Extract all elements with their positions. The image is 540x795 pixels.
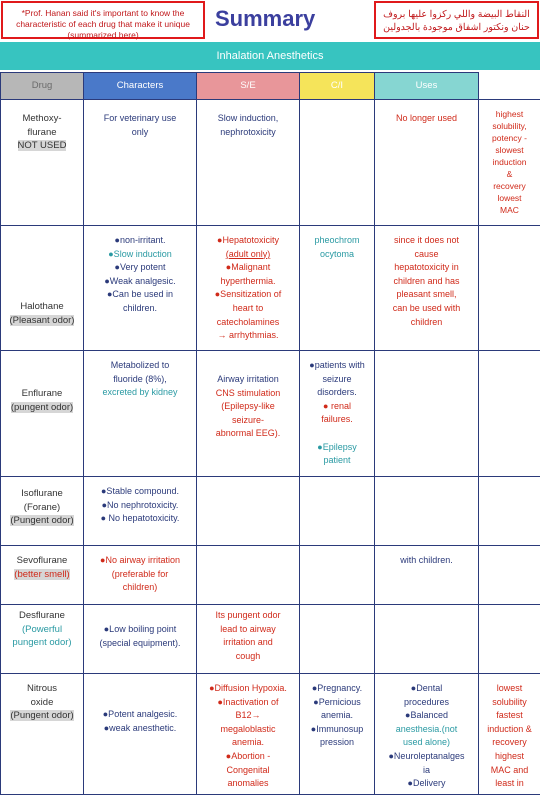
se-line: heart to (201, 302, 295, 316)
uses-line: children (379, 316, 474, 330)
table-row (1, 605, 540, 674)
drug-name: Desflurane (5, 609, 79, 623)
ci-line: pheochrom (304, 234, 370, 248)
se-line: abnormal EEG). (201, 427, 295, 441)
se-cell (197, 674, 300, 795)
ci-line: ●Pregnancy. (304, 682, 370, 696)
drug-note: (Pungent odor) (5, 709, 79, 723)
uses-line: ●Delivery (379, 777, 474, 791)
uses-line: ia (379, 764, 474, 778)
characters-line: ●Weak analgesic. (88, 275, 192, 289)
se-line: anemia. (201, 736, 295, 750)
drug-name: oxide (5, 696, 79, 710)
characters-line: Metabolized to (88, 359, 192, 373)
characters-line: children) (88, 581, 192, 595)
uses-line: used alone) (379, 736, 474, 750)
extra-cell (479, 674, 540, 795)
table-row (1, 546, 540, 605)
uses-line: can be used with (379, 302, 474, 316)
uses-line: children and has (379, 275, 474, 289)
characters-line: ●No nephrotoxicity. (88, 499, 192, 513)
characters-line: ●weak anesthetic. (88, 722, 192, 736)
se-line: ●Inactivation of (201, 696, 295, 710)
extra-line: solubility (483, 696, 536, 710)
se-line: anomalies (201, 777, 295, 791)
se-line: ●Hepatotoxicity (201, 234, 295, 248)
characters-line: children. (88, 302, 192, 316)
drug-name: Methoxy- (5, 112, 79, 126)
extra-cell (479, 546, 540, 605)
ci-line: ocytoma (304, 248, 370, 262)
characters-cell (84, 674, 197, 795)
characters-line: ●Slow induction (88, 248, 192, 262)
uses-cell (375, 351, 479, 477)
drug-name: Isoflurane (5, 487, 79, 501)
se-line: catecholamines (201, 316, 295, 330)
col-header-extra (479, 73, 540, 100)
drug-note: (better smell) (5, 568, 79, 582)
ci-line: anemia. (304, 709, 370, 723)
uses-line: since it does not (379, 234, 474, 248)
se-line: Airway irritation (201, 373, 295, 387)
se-line: cough (201, 650, 295, 664)
ci-line: ●Epilepsy (304, 441, 370, 455)
extra-line: lowest (483, 682, 536, 696)
uses-line: hepatotoxicity in (379, 261, 474, 275)
ci-line: patient (304, 454, 370, 468)
se-line: B12→ (201, 709, 295, 723)
drug-note: NOT USED (5, 139, 79, 153)
ci-line (304, 427, 370, 441)
characters-line: ●Stable compound. (88, 485, 192, 499)
se-line: lead to airway (201, 623, 295, 637)
col-header-uses: Uses (375, 73, 479, 100)
extra-cell (479, 100, 540, 226)
ci-cell (300, 546, 375, 605)
ci-line: ● renal (304, 400, 370, 414)
uses-line: ●Neuroleptanalges (379, 750, 474, 764)
arabic-note: النقاط البيضة واللي ركزوا عليها بروف حنان ونكتور اشفاق موجودة بالجدولين (374, 1, 539, 39)
uses-line: No longer used (379, 112, 474, 126)
ci-cell (300, 477, 375, 546)
extra-cell (479, 351, 540, 477)
characters-line: ●Very potent (88, 261, 192, 275)
characters-line: ● No hepatotoxicity. (88, 512, 192, 526)
ci-cell (300, 605, 375, 674)
characters-cell (84, 100, 197, 226)
se-line: ●Sensitization of (201, 288, 295, 302)
se-cell (197, 100, 300, 226)
extra-line: MAC (483, 204, 536, 216)
se-cell (197, 477, 300, 546)
drug-note: (Powerful pungent odor) (5, 623, 79, 650)
extra-line: MAC and (483, 764, 536, 778)
ci-line: ●Pernicious (304, 696, 370, 710)
ci-line: disorders. (304, 386, 370, 400)
ci-cell (300, 674, 375, 795)
extra-line: solubility, (483, 120, 536, 132)
uses-cell (375, 605, 479, 674)
characters-cell (84, 477, 197, 546)
extra-line: induction & (483, 723, 536, 737)
characters-line: (special equipment). (88, 637, 192, 651)
extra-line: recovery (483, 736, 536, 750)
table-row (1, 100, 540, 226)
extra-cell (479, 605, 540, 674)
se-line: seizure- (201, 414, 295, 428)
ci-line: pression (304, 736, 370, 750)
drug-name: (Forane) (5, 501, 79, 515)
extra-line: least in (483, 777, 536, 791)
table-row (1, 226, 540, 351)
se-line: CNS stimulation (201, 387, 295, 401)
characters-line: (preferable for (88, 568, 192, 582)
drug-name: Halothane (5, 300, 79, 314)
extra-line: lowest (483, 192, 536, 204)
se-cell (197, 351, 300, 477)
summary-table (0, 72, 540, 795)
uses-line: cause (379, 248, 474, 262)
se-line: (adult only) (201, 248, 295, 262)
extra-cell (479, 226, 540, 351)
drug-cell (1, 100, 84, 226)
characters-line: fluoride (8%), (88, 373, 192, 387)
extra-line: recovery (483, 180, 536, 192)
extra-line: highest (483, 750, 536, 764)
col-header-ci: C/I (300, 73, 375, 100)
drug-name: Nitrous (5, 682, 79, 696)
ci-cell (300, 351, 375, 477)
ci-line: failures. (304, 413, 370, 427)
section-banner: Inhalation Anesthetics (0, 42, 540, 70)
characters-line: ●non-irritant. (88, 234, 192, 248)
characters-cell (84, 546, 197, 605)
characters-line: ●Can be used in (88, 288, 192, 302)
professor-note: *Prof. Hanan said it's important to know the characteristic of each drug that make it unique (summarized here) (1, 1, 205, 39)
characters-line: For veterinary use (88, 112, 192, 126)
se-line: irritation and (201, 636, 295, 650)
uses-line: pleasant smell, (379, 288, 474, 302)
ci-line: seizure (304, 373, 370, 387)
characters-cell (84, 605, 197, 674)
uses-line: anesthesia.(not (379, 723, 474, 737)
drug-note: (pungent odor) (5, 401, 79, 415)
uses-cell (375, 226, 479, 351)
characters-line: ●Low boiling point (88, 623, 192, 637)
characters-line: ●No airway irritation (88, 554, 192, 568)
uses-cell (375, 477, 479, 546)
col-header-se: S/E (197, 73, 300, 100)
se-line: (Epilepsy-like (201, 400, 295, 414)
characters-cell (84, 351, 197, 477)
ci-line: ●patients with (304, 359, 370, 373)
drug-name: Enflurane (5, 387, 79, 401)
page-title: Summary (215, 6, 355, 36)
characters-line: excreted by kidney (88, 386, 192, 400)
se-line: Slow induction, (201, 112, 295, 126)
ci-cell (300, 100, 375, 226)
table-row (1, 477, 540, 546)
se-cell (197, 605, 300, 674)
ci-line: ●Immunosup (304, 723, 370, 737)
header-row (1, 73, 540, 100)
extra-line: potency - (483, 132, 536, 144)
drug-cell (1, 477, 84, 546)
drug-name: Sevoflurane (5, 554, 79, 568)
characters-line: only (88, 126, 192, 140)
table-row (1, 674, 540, 795)
uses-line: with children. (379, 554, 474, 568)
extra-line: highest (483, 108, 536, 120)
drug-note: (Pungent odor) (5, 514, 79, 528)
se-cell (197, 226, 300, 351)
se-line: ●Malignant (201, 261, 295, 275)
se-line: hyperthermia. (201, 275, 295, 289)
se-line: megaloblastic (201, 723, 295, 737)
col-header-characters: Characters (84, 73, 197, 100)
extra-line: induction (483, 156, 536, 168)
extra-line: slowest (483, 144, 536, 156)
drug-name: flurane (5, 126, 79, 140)
extra-line: & (483, 168, 536, 180)
extra-line: fastest (483, 709, 536, 723)
ci-cell (300, 226, 375, 351)
drug-cell (1, 546, 84, 605)
drug-cell (1, 674, 84, 795)
se-line: → arrhythmias. (201, 329, 295, 343)
uses-cell (375, 100, 479, 226)
extra-cell (479, 477, 540, 546)
col-header-drug: Drug (1, 73, 84, 100)
se-line: ●Abortion - (201, 750, 295, 764)
drug-cell (1, 226, 84, 351)
se-line: ●Diffusion Hypoxia. (201, 682, 295, 696)
drug-cell (1, 351, 84, 477)
characters-line: ●Potent analgesic. (88, 708, 192, 722)
se-line: nephrotoxicity (201, 126, 295, 140)
se-cell (197, 546, 300, 605)
uses-line: ●Dental (379, 682, 474, 696)
table-row (1, 351, 540, 477)
uses-cell (375, 546, 479, 605)
se-line: Its pungent odor (201, 609, 295, 623)
drug-note: (Pleasant odor) (5, 314, 79, 328)
drug-cell (1, 605, 84, 674)
uses-line: ●Balanced (379, 709, 474, 723)
uses-cell (375, 674, 479, 795)
se-line: Congenital (201, 764, 295, 778)
characters-cell (84, 226, 197, 351)
uses-line: procedures (379, 696, 474, 710)
